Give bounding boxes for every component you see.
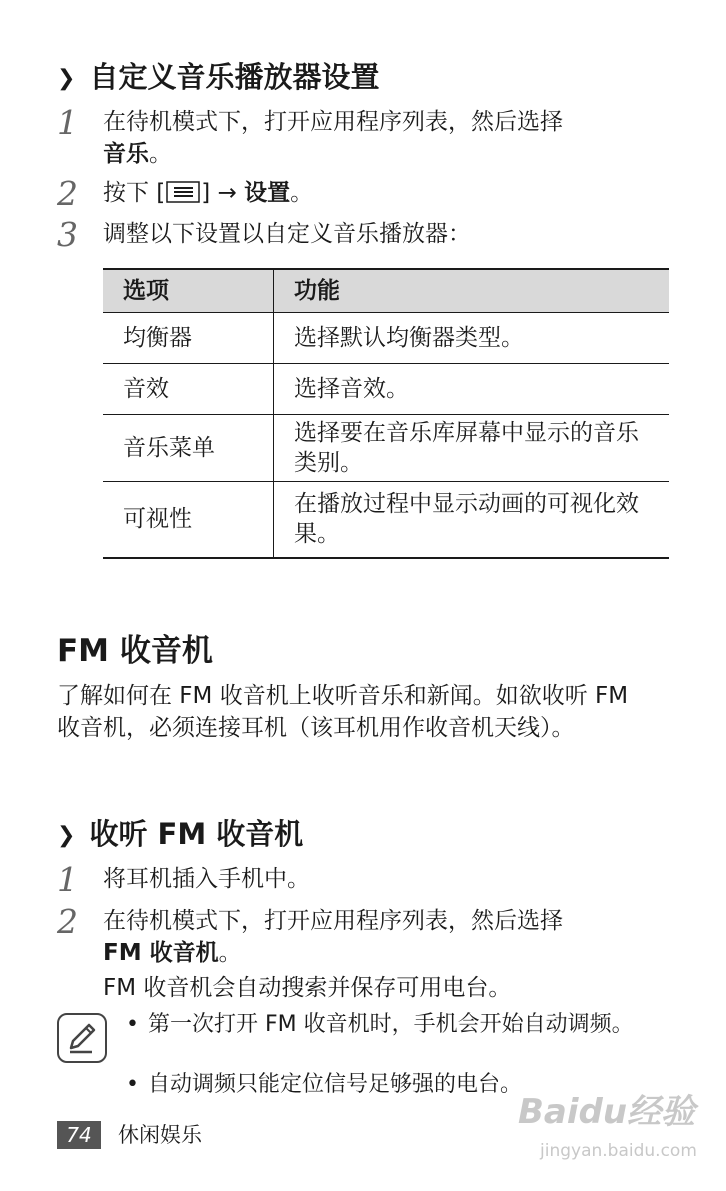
step-text: 将耳机插入手机中。 [103,866,310,892]
note-item: • 第一次打开 FM 收音机时，手机会开始自动调频。 [126,1012,634,1037]
note-item: • 自动调频只能定位信号足够强的电台。 [126,1072,523,1097]
chapter-name: 休闲娱乐 [118,1123,202,1147]
step-followup-text: FM 收音机会自动搜索并保存可用电台。 [103,975,512,1001]
step-text: 在待机模式下，打开应用程序列表，然后选择 FM 收音机。 [103,908,563,966]
table-cell-function: 选择默认均衡器类型。 [274,313,670,364]
step-text: 调整以下设置以自定义音乐播放器： [103,221,471,247]
table-cell-option: 可视性 [103,482,274,558]
intro-paragraph: 了解如何在 FM 收音机上收听音乐和新闻。如欲收听 FM 收音机，必须连接耳机（该耳机用作收音机天线）。 [57,683,629,741]
table-header-option: 选项 [103,269,274,313]
menu-key-icon [166,181,200,203]
table-row [103,313,669,364]
table-cell-option: 音效 [103,364,274,415]
table-cell-option: 音乐菜单 [103,415,274,482]
step-number: 1 [57,103,78,142]
table-header-row [103,269,669,313]
table-cell-function: 选择要在音乐库屏幕中显示的音乐类别。 [274,415,670,482]
table-cell-function: 选择音效。 [274,364,670,415]
section-heading-fm-radio: FM 收音机 [57,633,213,669]
section-heading-custom-player: ❯ 自定义音乐播放器设置 [57,60,380,94]
step-text: 按下 [ ] → 设置。 [103,180,314,206]
page-number: 74 [57,1121,101,1149]
settings-table [103,268,669,559]
step-number: 3 [57,215,78,254]
note-pencil-icon [57,1013,107,1063]
step-text: 在待机模式下，打开应用程序列表，然后选择 音乐。 [103,109,563,167]
chevron-right-icon: ❯ [57,823,76,848]
table-row [103,364,669,415]
table-cell-function: 在播放过程中显示动画的可视化效果。 [274,482,670,558]
watermark-url: jingyan.baidu.com [540,1141,697,1161]
step-number: 2 [57,902,78,941]
table-cell-option: 均衡器 [103,313,274,364]
watermark-brand: Baidu经验 [518,1092,696,1132]
table-row [103,415,669,482]
step-number: 2 [57,174,78,213]
chevron-right-icon: ❯ [57,66,76,91]
section-heading-listen-fm: ❯ 收听 FM 收音机 [57,817,304,851]
step-number: 1 [57,860,78,899]
table-header-function: 功能 [274,269,670,313]
table-row [103,482,669,558]
